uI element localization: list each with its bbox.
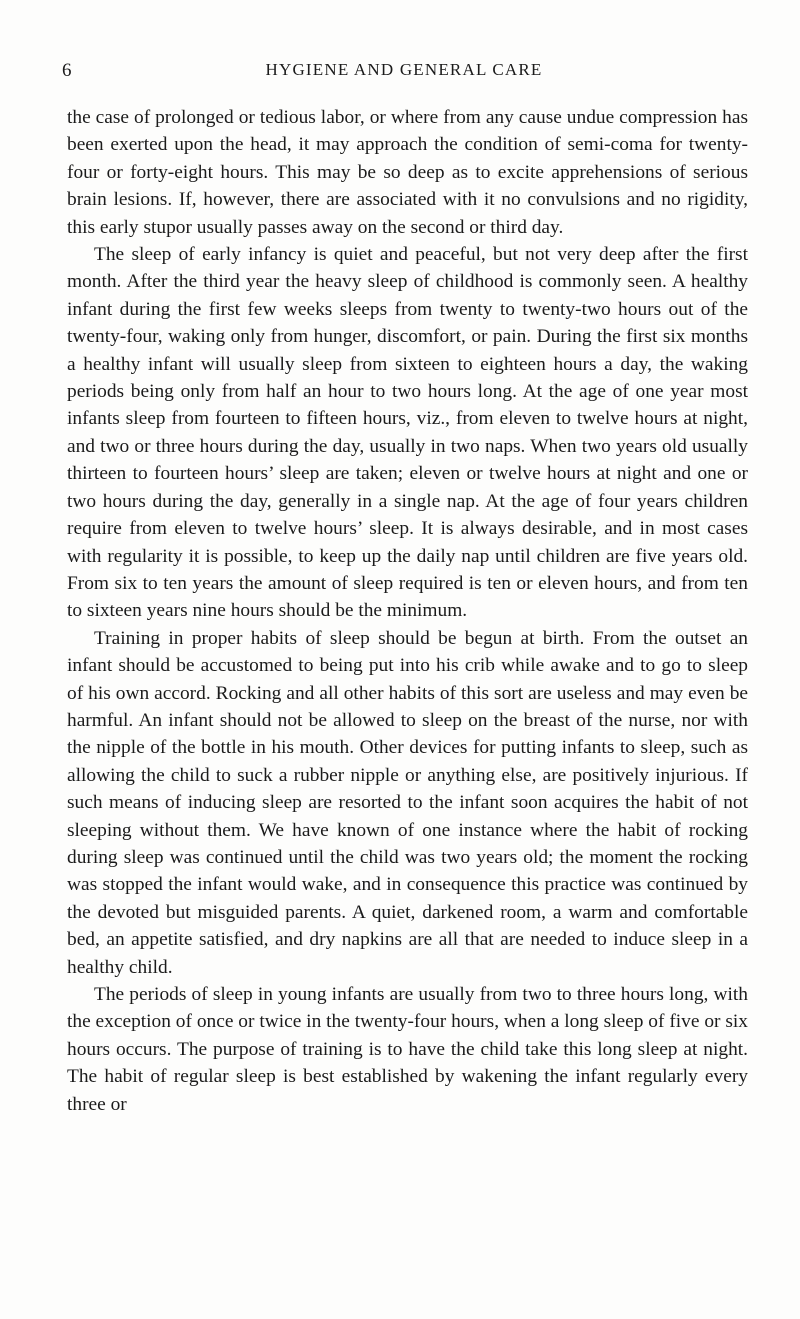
paragraph-sleep-training: Training in proper habits of sleep should be begun at birth. From the outset an infant should be accustomed to being put into his crib while awake and to go to sleep of his own accord. Rocking and all other habits of this sort are useless and may even be harmful. An infant should not be allowed to sleep on the breast of the nurse, nor with the nipple of the bottle in his mouth. Other devices for putting infants to sleep, such as allowing the child to suck a rubber nipple or anything else, are positively injurious. If such means of inducing sleep are resorted to the infant soon acquires the habit of not sleeping without them. We have known of one instance where the habit of rocking during sleep was continued until the child was two years old; the moment the rocking was stopped the infant would wake, and in consequence this practice was continued by the devoted but misguided parents. A quiet, darkened room, a warm and comfortable bed, an appetite satisfied, and dry napkins are all that are needed to induce sleep in a healthy child. [67,627,748,978]
paragraph-continued: the case of prolonged or tedious labor, or where from any cause undue compression has been exerted upon the head, it may approach the condition of semi-coma for twenty-four or forty-eight hours. This may be so deep as to excite apprehensions of serious brain lesions. If, however, there are associated with it no convulsions and no rigidity, this early stupor usually passes away on the second or third day. [67,107,748,238]
page-number: 6 [62,60,72,81]
running-head: HYGIENE AND GENERAL CARE [265,60,543,79]
body-text [67,104,748,1118]
paragraph-sleep-periods: The periods of sleep in young infants are usually from two to three hours long, with the exception of once or twice in the twenty-four hours, when a long sleep of five or six hours occurs. The purpose of training is to have the child take this long sleep at night. The habit of regular sleep is best established by wakening the infant regularly every three or [67,984,748,1115]
paragraph-sleep-duration: The sleep of early infancy is quiet and peaceful, but not very deep after the first month. After the third year the heavy sleep of childhood is commonly seen. A healthy infant during the first few weeks sleeps from twenty to twenty-two hours out of the twenty-four, waking only from hunger, discomfort, or pain. During the first six months a healthy infant will usually sleep from sixteen to eighteen hours a day, the waking periods being only from half an hour to two hours long. At the age of one year most infants sleep from fourteen to fifteen hours, viz., from eleven to twelve hours at night, and two or three hours during the day, usually in two naps. When two years old usually thirteen to fourteen hours’ sleep are taken; eleven or twelve hours at night and one or two hours during the day, generally in a single nap. At the age of four years children require from eleven to twelve hours’ sleep. It is always desirable, and in most cases with regularity it is possible, to keep up the daily nap until children are five years old. From six to ten years the amount of sleep required is ten or eleven hours, and from ten to sixteen years nine hours should be the minimum. [67,244,748,622]
page-header [62,60,746,88]
